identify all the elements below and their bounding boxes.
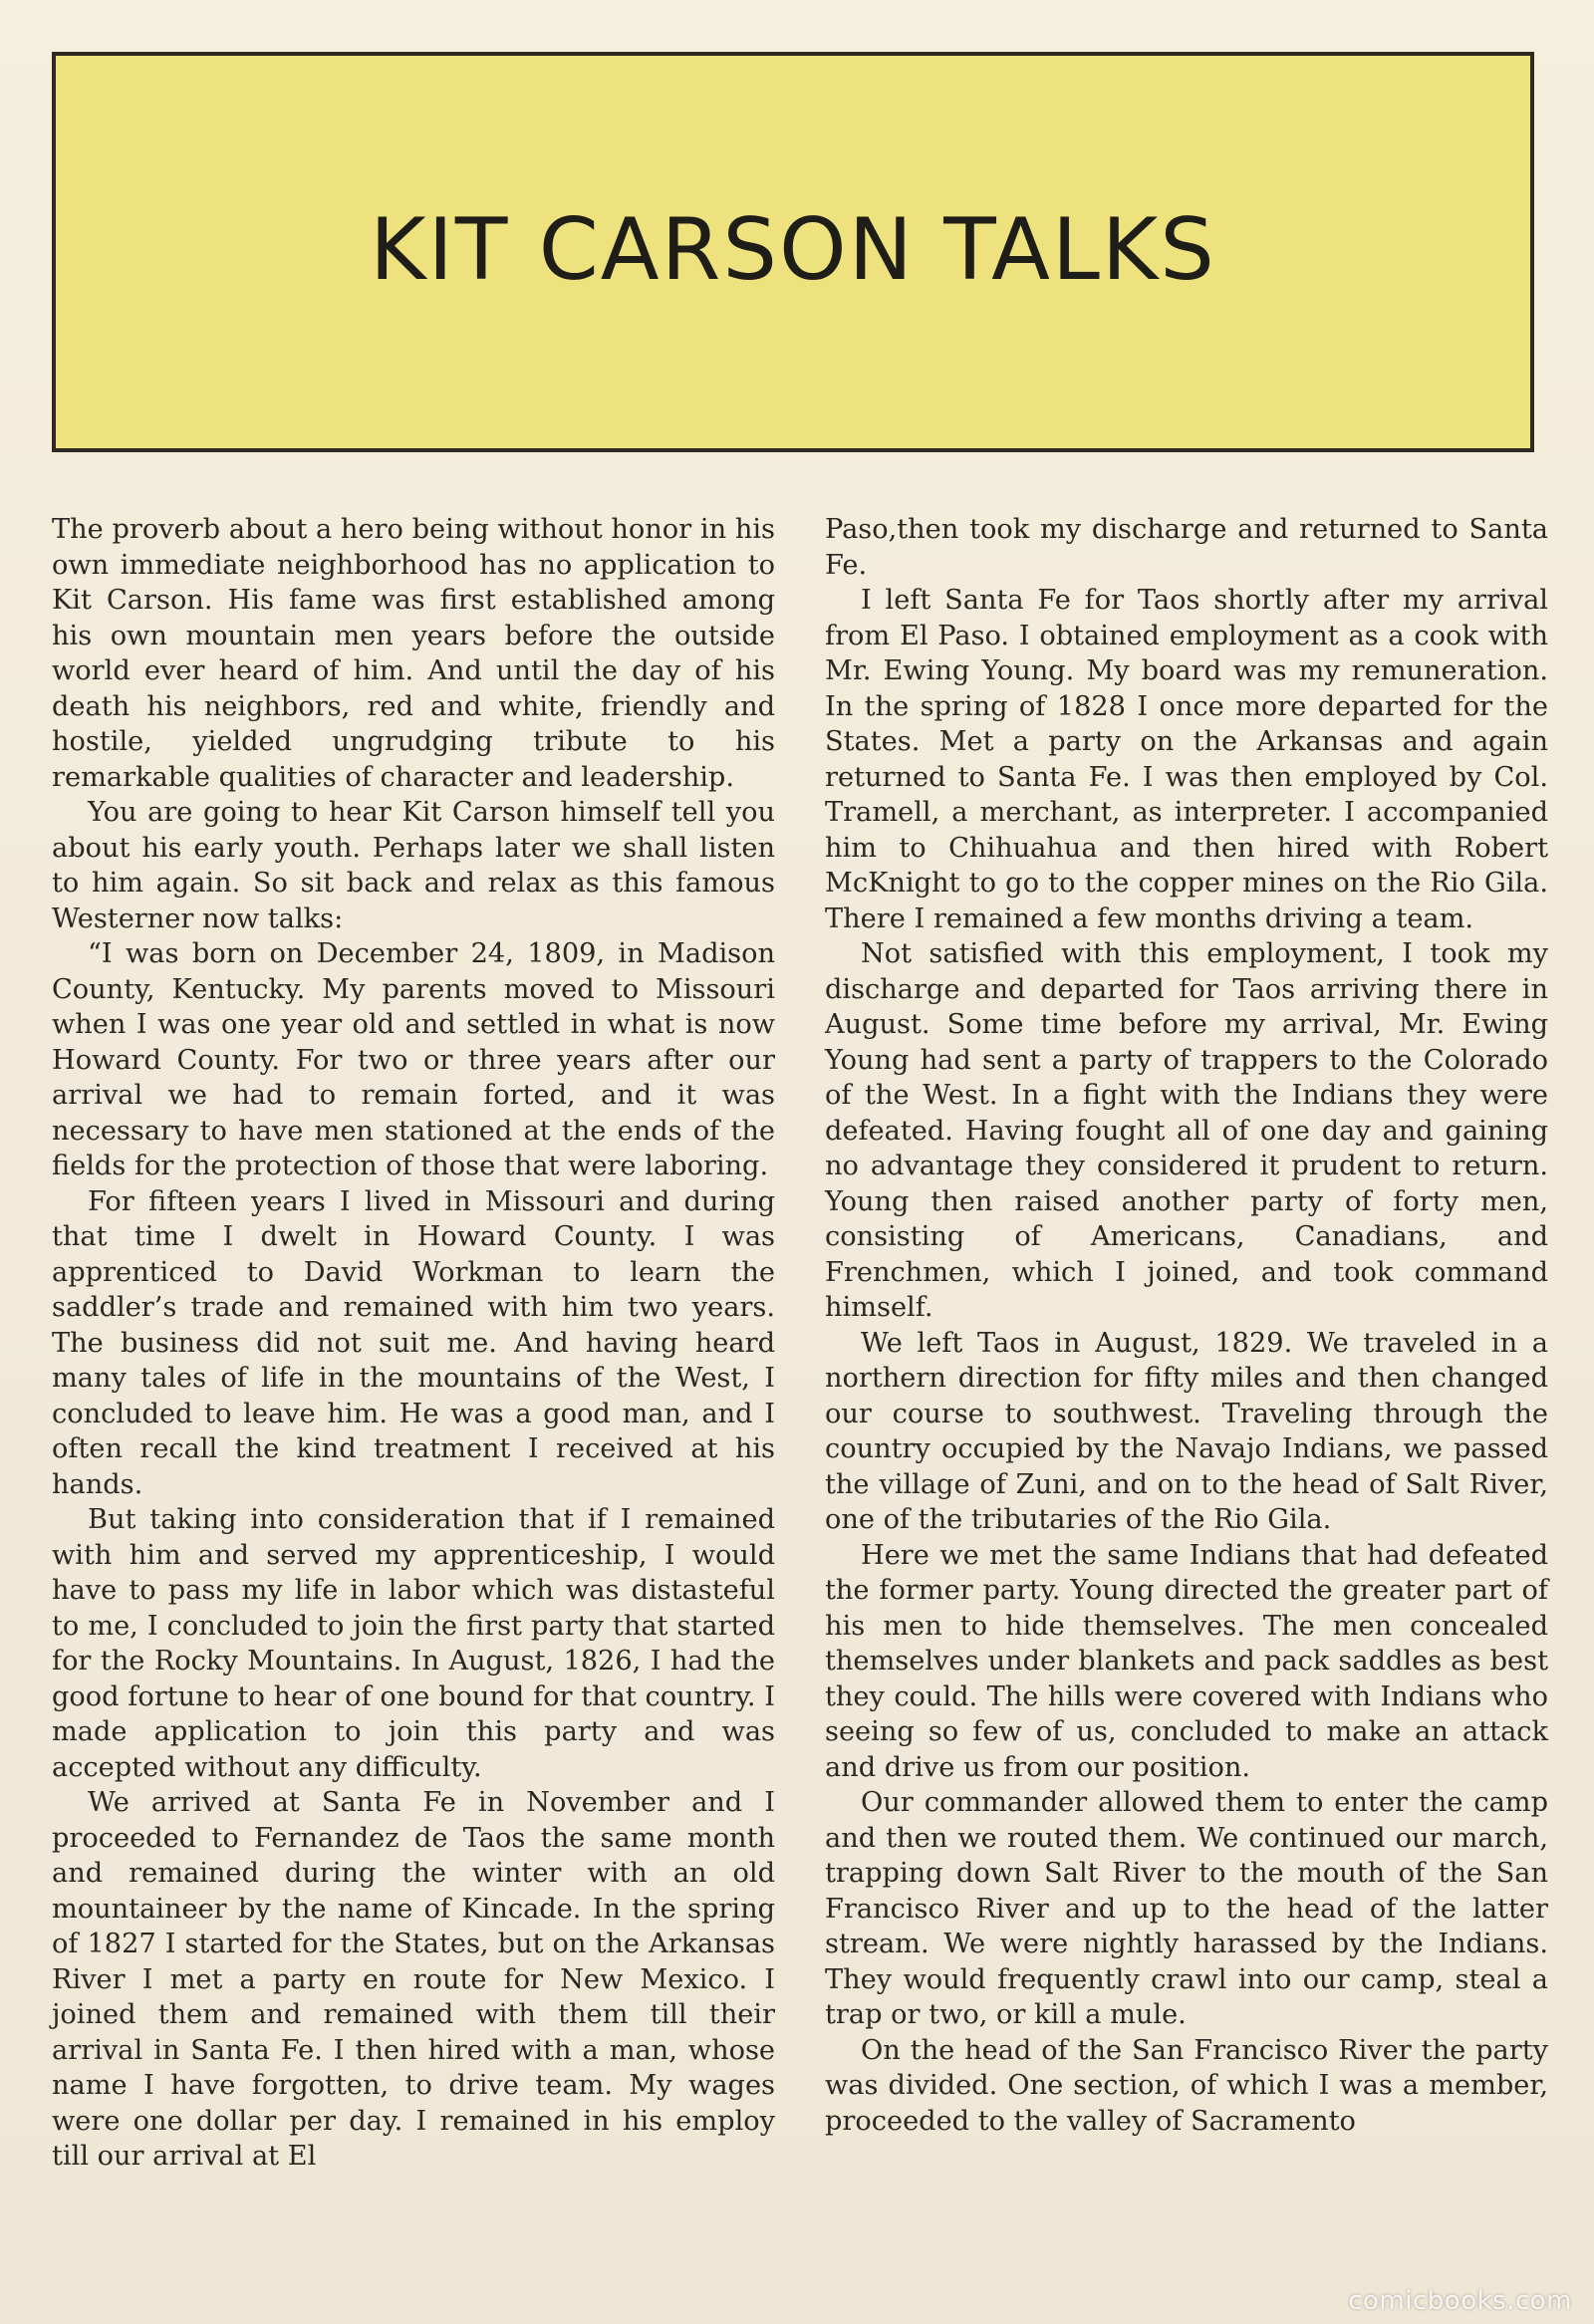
paragraph: Not satisfied with this employment, I took my discharge and departed for Taos arriving there in August. Some time before my arrival, Mr. Ewing Young had sent a party of trappers to the Colorado of the West. In a fight with the Indians they were defeated. Having fought all of one day and gaining no advantage they considered it prudent to return. Young then raised another party of forty men, consisting of Americans, Canadians, and Frenchmen, which I joined, and took command himself. (825, 938, 1548, 1323)
paragraph: We arrived at Santa Fe in November and I proceeded to Fernandez de Taos the same month and remained during the winter with an old mountaineer by the name of Kincade. In the spring of 1827 I started for the States, but on the Arkansas River I met a party en route for New Mexico. I joined them and remained with them till their arrival in Santa Fe. I then hired with a man, whose name I have forgotten, to drive team. My wages were one dollar per day. I remained in his employ till our arrival at El (52, 1787, 775, 2172)
watermark: comicbooks.com (1348, 2286, 1572, 2316)
paragraph: But taking into consideration that if I remained with him and served my apprenticeship, I would have to pass my life in labor which was distasteful to me, I concluded to join the first party that started for the Rocky Mountains. In August, 1826, I had the good fortune to hear of one bound for that country. I made application to join this party and was accepted without any difficulty. (52, 1504, 775, 1783)
left-column (52, 512, 775, 2175)
right-column (825, 512, 1548, 2139)
paragraph: For fifteen years I lived in Missouri and during that time I dwelt in Howard County. I was apprenticed to David Workman to learn the saddler’s trade and remained with him two years. The business did not suit me. And having heard many tales of life in the mountains of the West, I concluded to leave him. He was a good man, and I often recall the kind treatment I received at his hands. (52, 1185, 775, 1500)
paragraph: Here we met the same Indians that had defeated the former party. Young directed the greater part of his men to hide themselves. The men concealed themselves under blankets and pack saddles as best they could. The hills were covered with Indians who seeing so few of us, concluded to make an attack and drive us from our position. (825, 1539, 1548, 1783)
title-banner (52, 52, 1534, 452)
paragraph: You are going to hear Kit Carson himself tell you about his early youth. Perhaps later we shall listen to him again. So sit back and relax as this famous Westerner now talks: (52, 797, 775, 934)
paragraph: On the head of the San Francisco River the party was divided. One section, of which I was a member, proceeded to the valley of Sacramento (825, 2034, 1548, 2137)
paragraph: Our commander allowed them to enter the camp and then we routed them. We continued our march, trapping down Salt River to the mouth of the San Francisco River and up to the head of the latter stream. We were nightly harassed by the Indians. They would frequently crawl into our camp, steal a trap or two, or kill a mule. (825, 1787, 1548, 2030)
paragraph: “I was born on December 24, 1809, in Madison County, Kentucky. My parents moved to Missouri when I was one year old and settled in what is now Howard County. For two or three years after our arrival we had to remain forted, and it was necessary to have men stationed at the ends of the fields for the protection of those that were laboring. (52, 938, 775, 1181)
paragraph: I left Santa Fe for Taos shortly after my arrival from El Paso. I obtained employment as a cook with Mr. Ewing Young. My board was my remuneration. In the spring of 1828 I once more departed for the States. Met a party on the Arkansas and again returned to Santa Fe. I was then employed by Col. Tramell, a merchant, as interpreter. I accompanied him to Chihuahua and then hired with Robert McKnight to go to the copper mines on the Rio Gila. There I remained a few months driving a team. (825, 585, 1548, 934)
page-title: KIT CARSON TALKS (370, 200, 1216, 300)
paragraph: Paso,then took my discharge and returned to Santa Fe. (825, 514, 1548, 581)
paragraph: The proverb about a hero being without honor in his own immediate neighborhood has no application to Kit Carson. His fame was first established among his own mountain men years before the outside world ever heard of him. And until the day of his death his neighbors, red and white, friendly and hostile, yielded ungrudging tribute to his remarkable qualities of character and leadership. (52, 514, 775, 793)
paragraph: We left Taos in August, 1829. We traveled in a northern direction for fifty miles and then changed our course to southwest. Traveling through the country occupied by the Navajo Indians, we passed the village of Zuni, and on to the head of Salt River, one of the tributaries of the Rio Gila. (825, 1327, 1548, 1535)
